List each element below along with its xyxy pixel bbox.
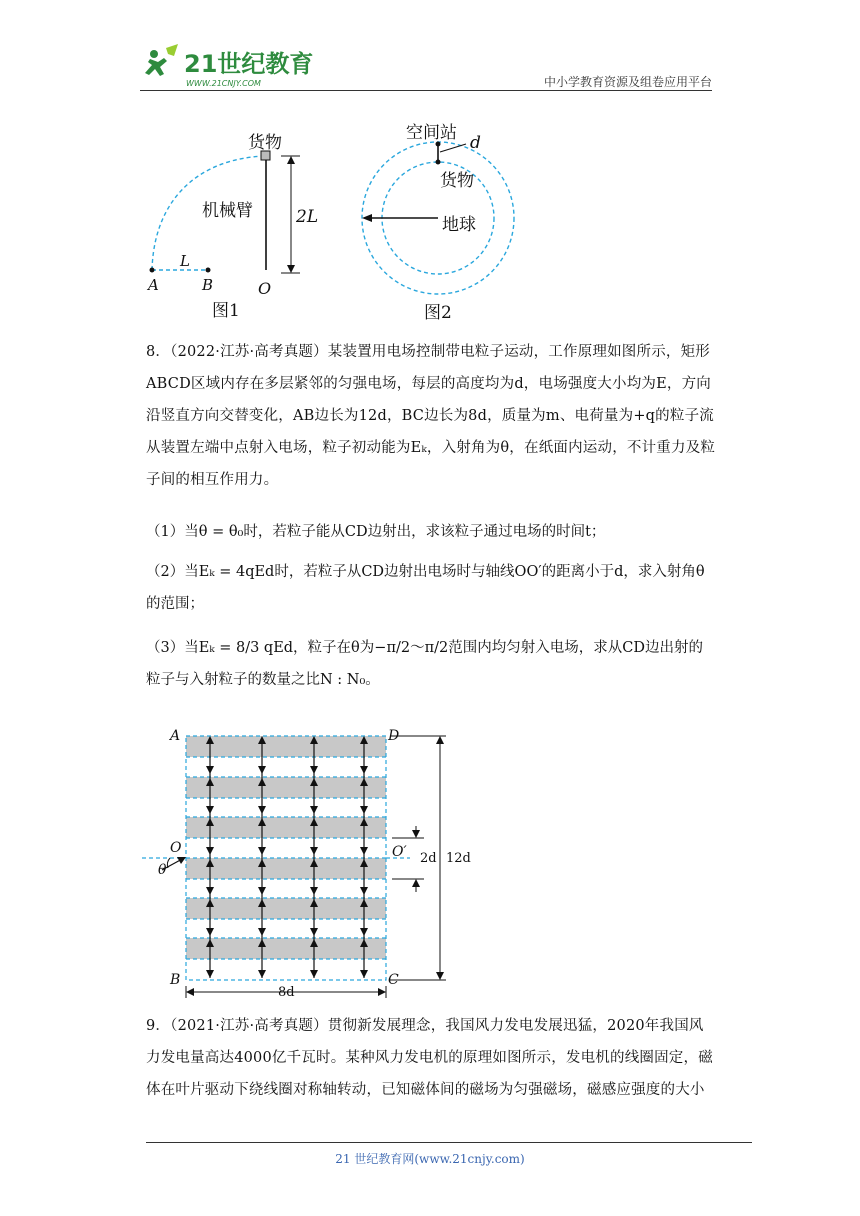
label-o-prime: O′ <box>392 844 407 860</box>
fig1-caption: 图1 <box>212 301 240 321</box>
fig1-2l-label: 2L <box>296 207 319 227</box>
header-divider <box>140 90 712 91</box>
label-d: D <box>388 728 400 744</box>
fig2-earth-label: 地球 <box>442 215 476 235</box>
label-o: O <box>170 840 182 856</box>
logo-text: 21世纪教育 <box>184 50 314 78</box>
fig1-b-label: B <box>202 276 214 294</box>
cargo-point <box>436 160 441 165</box>
footer-link[interactable]: 21 世纪教育网(www.21cnjy.com) <box>335 1152 525 1166</box>
point-a <box>150 268 155 273</box>
footer-divider <box>146 1142 752 1143</box>
question-8-part-2: （2）当Eₖ = 4qEd时，若粒子从CD边射出电场时与轴线OO′的距离小于d，求入射角θ的范围； <box>146 564 705 612</box>
question-8-part-3: （3）当Eₖ = 8/3 qEd，粒子在θ为−π/2～π/2范围内均匀射入电场，求从CD边出射的粒子与入射粒子的数量之比N : N₀。 <box>146 640 703 688</box>
fig2-caption: 图2 <box>424 303 452 323</box>
label-8d: 8d <box>278 985 295 1000</box>
label-12d: 12d <box>446 851 471 866</box>
logo-url: WWW.21CNJY.COM <box>186 79 261 88</box>
label-b: B <box>170 972 181 988</box>
fig1-a-label: A <box>148 276 159 294</box>
question-8-text: 8．（2022·江苏·高考真题）某装置用电场控制带电粒子运动，工作原理如图所示，矩形ABCD区域内存在多层紧邻的匀强电场，每层的高度均为d，电场强度大小均为E，方向沿竖直方向交替变化，AB边长为12d，BC边长为8d，质量为m、电荷量为+q的粒子流从装置左端中点射入电场，粒子初动能为Eₖ，入射角为θ，在纸面内运动，不计重力及粒子间的相互作用力。 <box>146 344 716 488</box>
fig1-cargo-label: 货物 <box>248 133 282 153</box>
field-bands <box>186 736 386 959</box>
fig2-station-label: 空间站 <box>406 123 457 143</box>
figure-1 <box>146 133 318 321</box>
logo <box>140 40 320 90</box>
page-header <box>140 40 712 92</box>
question-9-text: 9．（2021·江苏·高考真题）贯彻新发展理念，我国风力发电发展迅猛，2020年我国风力发电量高达4000亿千瓦时。某种风力发电机的原理如图所示，发电机的线圈固定，磁体在叶片驱动下绕线圈对称轴转动，已知磁体间的磁场为匀强磁场，磁感应强度的大小 <box>146 1018 713 1098</box>
label-c: C <box>388 972 399 988</box>
label-a: A <box>170 728 181 744</box>
point-b <box>206 268 211 273</box>
fig2-d-label: d <box>470 133 481 153</box>
header-slogan: 中小学教育资源及组卷应用平台 <box>543 75 712 89</box>
fig2-cargo-label: 货物 <box>440 171 474 191</box>
figure-electric-field <box>140 722 480 1004</box>
figures-1-2 <box>140 118 540 328</box>
fig1-arm-label: 机械臂 <box>202 201 253 221</box>
figure-2 <box>362 123 514 323</box>
label-theta: θ <box>158 862 167 878</box>
fig1-l-label: L <box>180 252 190 270</box>
label-2d: 2d <box>420 851 437 866</box>
fig1-o-label: O <box>258 279 272 298</box>
question-8-part-1: （1）当θ = θ₀时，若粒子能从CD边射出，求该粒子通过电场的时间t； <box>146 524 606 540</box>
runner-icon <box>145 44 178 76</box>
